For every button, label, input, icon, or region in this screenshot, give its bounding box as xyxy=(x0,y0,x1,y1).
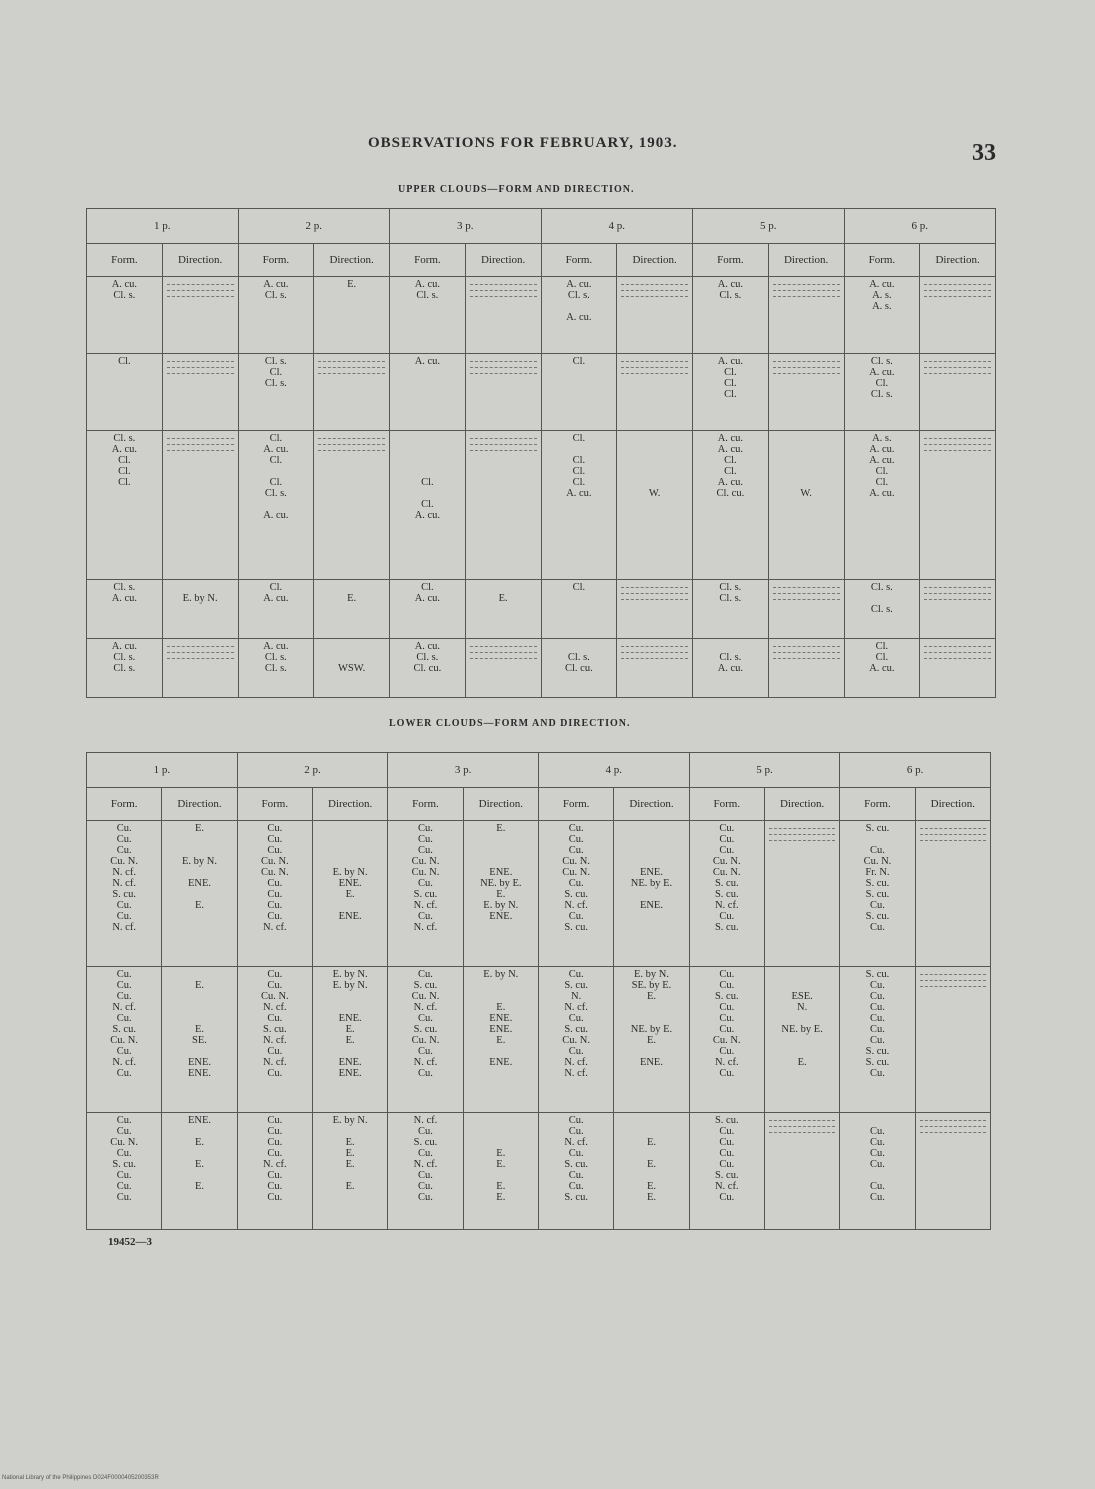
blank-rule xyxy=(621,646,688,647)
direction-cell: E. xyxy=(465,580,541,639)
direction-cell xyxy=(162,277,238,354)
form-cell: A. s. A. cu. A. cu. Cl. Cl. A. cu. xyxy=(844,430,920,579)
form-cell: Cl. s. Cl. s. xyxy=(844,580,920,639)
form-cell: Cl. s. A. cu. Cl. Cl. Cl. xyxy=(87,430,163,579)
direction-cell: ESE. N. NE. by E. E. xyxy=(764,966,839,1112)
blank-rule xyxy=(167,658,234,659)
direction-cell: E. by N. E. E. E. E. xyxy=(312,1112,387,1229)
blank-rule xyxy=(621,652,688,653)
direction-cell xyxy=(162,639,238,698)
blank-rule xyxy=(318,444,385,445)
blank-rule xyxy=(924,646,991,647)
form-cell: A. cu. Cl. s. Cl. s. xyxy=(238,639,314,698)
form-cell: Cu. Cu. Cu. Cu. N. N. cf. N. cf. S. cu. Cu. Cu. N. cf. xyxy=(87,821,162,967)
blank-rule xyxy=(924,373,991,374)
form-cell: Cl. s. Cl. cu. xyxy=(541,639,617,698)
form-column-header: Form. xyxy=(388,788,463,821)
direction-cell xyxy=(915,1112,990,1229)
hour-header: 4 p. xyxy=(538,753,689,788)
direction-cell xyxy=(314,353,390,430)
form-cell: Cl. s. A. cu. xyxy=(693,639,769,698)
blank-rule xyxy=(773,658,840,659)
blank-rule xyxy=(773,646,840,647)
hour-header: 2 p. xyxy=(238,209,390,244)
hour-header: 6 p. xyxy=(840,753,991,788)
direction-column-header: Direction. xyxy=(920,244,996,277)
direction-column-header: Direction. xyxy=(312,788,387,821)
form-cell: A. cu. xyxy=(390,353,466,430)
blank-rule xyxy=(924,367,991,368)
form-cell: Cl. A. cu. Cl. Cl. Cl. s. A. cu. xyxy=(238,430,314,579)
form-cell: Cu. Cu. Cu. Cu. N. Cu. N. Cu. S. cu. N. cf. Cu. N. cf. xyxy=(388,821,463,967)
blank-rule xyxy=(167,450,234,451)
blank-rule xyxy=(773,599,840,600)
direction-cell: ENE. E. E. E. xyxy=(162,1112,237,1229)
form-column-header: Form. xyxy=(237,788,312,821)
blank-rule xyxy=(924,593,991,594)
blank-rule xyxy=(318,438,385,439)
blank-rule xyxy=(924,599,991,600)
form-cell: Cl. xyxy=(541,580,617,639)
form-cell: Cl. s. A. cu. xyxy=(87,580,163,639)
blank-rule xyxy=(470,652,537,653)
blank-rule xyxy=(773,361,840,362)
blank-rule xyxy=(167,652,234,653)
hour-header: 1 p. xyxy=(87,753,238,788)
blank-rule xyxy=(470,290,537,291)
direction-cell xyxy=(465,430,541,579)
blank-rule xyxy=(773,284,840,285)
form-cell: A. cu. A. cu. Cl. Cl. A. cu. Cl. cu. xyxy=(693,430,769,579)
form-cell: S. cu. Cu. Cu. Cu. Cu. S. cu. N. cf. Cu. xyxy=(689,1112,764,1229)
blank-rule xyxy=(924,587,991,588)
direction-cell xyxy=(920,277,996,354)
blank-rule xyxy=(920,1126,986,1127)
blank-rule xyxy=(769,840,835,841)
direction-cell xyxy=(465,353,541,430)
direction-cell: WSW. xyxy=(314,639,390,698)
direction-column-header: Direction. xyxy=(465,244,541,277)
direction-cell: E. E. by N. ENE. E. xyxy=(162,821,237,967)
blank-rule xyxy=(773,587,840,588)
direction-cell xyxy=(920,639,996,698)
lower-clouds-title: LOWER CLOUDS—FORM AND DIRECTION. xyxy=(389,718,631,729)
direction-cell: E. E. SE. ENE. ENE. xyxy=(162,966,237,1112)
blank-rule xyxy=(621,290,688,291)
blank-rule xyxy=(621,658,688,659)
direction-cell: E. E. E. E. xyxy=(614,1112,689,1229)
blank-rule xyxy=(621,593,688,594)
direction-cell: E. by N. xyxy=(162,580,238,639)
form-cell: A. cu. Cl. s. Cl. cu. xyxy=(390,639,466,698)
blank-rule xyxy=(318,367,385,368)
form-column-header: Form. xyxy=(840,788,915,821)
form-cell: Cu. Cu. Cu. N. cf. Cu. S. cu. Cu. N. Cu. N. cf. Cu. xyxy=(87,966,162,1112)
direction-cell: W. xyxy=(617,430,693,579)
direction-cell xyxy=(764,821,839,967)
blank-rule xyxy=(470,361,537,362)
blank-rule xyxy=(924,361,991,362)
blank-rule xyxy=(470,646,537,647)
form-column-header: Form. xyxy=(844,244,920,277)
blank-rule xyxy=(773,652,840,653)
blank-rule xyxy=(470,373,537,374)
table-row xyxy=(87,821,991,967)
blank-rule xyxy=(920,1120,986,1121)
form-column-header: Form. xyxy=(238,244,314,277)
direction-column-header: Direction. xyxy=(162,788,237,821)
direction-cell xyxy=(915,966,990,1112)
table-row xyxy=(87,1112,991,1229)
form-cell: A. cu. Cl. s. Cl. s. xyxy=(87,639,163,698)
hour-header: 1 p. xyxy=(87,209,239,244)
blank-rule xyxy=(470,296,537,297)
blank-rule xyxy=(773,296,840,297)
table-row xyxy=(87,580,996,639)
upper-clouds-table xyxy=(86,208,996,698)
form-cell: Cu. Cu. Cu. Cu. N. Cu. N. Cu. Cu. Cu. Cu. N. cf. xyxy=(237,821,312,967)
form-column-header: Form. xyxy=(538,788,613,821)
blank-rule xyxy=(920,828,986,829)
direction-cell: ENE. NE. by E. ENE. xyxy=(614,821,689,967)
form-cell: Cu. S. cu. Cu. N. N. cf. Cu. S. cu. Cu. N. Cu. N. cf. Cu. xyxy=(388,966,463,1112)
blank-rule xyxy=(167,361,234,362)
form-column-header: Form. xyxy=(693,244,769,277)
blank-rule xyxy=(470,284,537,285)
form-cell: Cu. Cu. Cu. N. N. cf. Cu. S. cu. N. cf. Cu. N. cf. Cu. xyxy=(237,966,312,1112)
blank-rule xyxy=(167,438,234,439)
blank-rule xyxy=(769,1132,835,1133)
form-cell: A. cu. Cl. s. xyxy=(87,277,163,354)
upper-clouds-title: UPPER CLOUDS—FORM AND DIRECTION. xyxy=(398,184,635,195)
blank-rule xyxy=(773,367,840,368)
blank-rule xyxy=(167,296,234,297)
form-column-header: Form. xyxy=(390,244,466,277)
direction-cell xyxy=(465,277,541,354)
scan-attribution: National Library of the Philippines D024F0000405200353R xyxy=(2,1475,159,1481)
form-column-header: Form. xyxy=(87,788,162,821)
hour-header: 5 p. xyxy=(693,209,845,244)
direction-cell: E. xyxy=(314,580,390,639)
direction-cell xyxy=(768,580,844,639)
blank-rule xyxy=(924,652,991,653)
hour-header: 4 p. xyxy=(541,209,693,244)
form-cell: Cu. Cu. Cu. Cu. N. Cu. N. S. cu. S. cu. N. cf. Cu. S. cu. xyxy=(689,821,764,967)
form-cell: Cu. Cu. Cu. Cu. N. cf. Cu. Cu. Cu. xyxy=(237,1112,312,1229)
direction-column-header: Direction. xyxy=(617,244,693,277)
blank-rule xyxy=(924,658,991,659)
direction-cell: E. ENE. NE. by E. E. E. by N. ENE. xyxy=(463,821,538,967)
direction-cell xyxy=(768,639,844,698)
form-cell: Cu. Cu. N. cf. Cu. S. cu. Cu. Cu. S. cu. xyxy=(538,1112,613,1229)
blank-rule xyxy=(621,599,688,600)
direction-column-header: Direction. xyxy=(463,788,538,821)
table-row xyxy=(87,353,996,430)
direction-column-header: Direction. xyxy=(162,244,238,277)
blank-rule xyxy=(924,444,991,445)
direction-cell: E. E. E. E. xyxy=(463,1112,538,1229)
blank-rule xyxy=(621,367,688,368)
direction-cell xyxy=(920,353,996,430)
direction-cell: E. by N. SE. by E. E. NE. by E. E. ENE. xyxy=(614,966,689,1112)
blank-rule xyxy=(621,296,688,297)
blank-rule xyxy=(167,290,234,291)
blank-rule xyxy=(621,284,688,285)
form-cell: N. cf. Cu. S. cu. Cu. N. cf. Cu. Cu. Cu. xyxy=(388,1112,463,1229)
direction-cell: E. by N. ENE. E. ENE. xyxy=(312,821,387,967)
page-title: OBSERVATIONS FOR FEBRUARY, 1903. xyxy=(368,135,678,151)
table-row xyxy=(87,430,996,579)
direction-cell xyxy=(617,580,693,639)
form-column-header: Form. xyxy=(87,244,163,277)
form-cell: A. cu. Cl. Cl. Cl. xyxy=(693,353,769,430)
direction-column-header: Direction. xyxy=(614,788,689,821)
blank-rule xyxy=(470,450,537,451)
form-cell: Cl. Cl. A. cu. xyxy=(844,639,920,698)
blank-rule xyxy=(769,828,835,829)
direction-cell xyxy=(764,1112,839,1229)
blank-rule xyxy=(318,450,385,451)
blank-rule xyxy=(167,367,234,368)
direction-cell xyxy=(617,639,693,698)
hour-header: 2 p. xyxy=(237,753,388,788)
direction-cell xyxy=(314,430,390,579)
table-row xyxy=(87,639,996,698)
direction-cell xyxy=(920,430,996,579)
direction-cell xyxy=(915,821,990,967)
lower-clouds-table xyxy=(86,752,991,1230)
footer-signature-code: 19452—3 xyxy=(108,1236,152,1248)
blank-rule xyxy=(924,450,991,451)
form-cell: Cu. Cu. Cu. Cu. N. Cu. N. Cu. S. cu. N. cf. Cu. S. cu. xyxy=(538,821,613,967)
blank-rule xyxy=(773,290,840,291)
blank-rule xyxy=(167,444,234,445)
blank-rule xyxy=(470,658,537,659)
direction-cell xyxy=(920,580,996,639)
blank-rule xyxy=(470,438,537,439)
form-cell: Cl. s. Cl. Cl. s. xyxy=(238,353,314,430)
blank-rule xyxy=(924,296,991,297)
blank-rule xyxy=(920,840,986,841)
blank-rule xyxy=(920,834,986,835)
blank-rule xyxy=(769,1120,835,1121)
blank-rule xyxy=(920,980,986,981)
page-number: 33 xyxy=(972,140,996,166)
blank-rule xyxy=(470,444,537,445)
direction-cell xyxy=(768,277,844,354)
blank-rule xyxy=(920,1132,986,1133)
form-cell: Cl. xyxy=(541,353,617,430)
blank-rule xyxy=(920,986,986,987)
form-cell: Cl. Cl. A. cu. xyxy=(390,430,466,579)
hour-header: 3 p. xyxy=(388,753,539,788)
blank-rule xyxy=(167,646,234,647)
blank-rule xyxy=(769,1126,835,1127)
form-column-header: Form. xyxy=(689,788,764,821)
blank-rule xyxy=(773,593,840,594)
form-cell: S. cu. Cu. Cu. Cu. Cu. Cu. Cu. S. cu. S. cu. Cu. xyxy=(840,966,915,1112)
blank-rule xyxy=(167,373,234,374)
form-cell: Cl. A. cu. xyxy=(238,580,314,639)
form-cell: Cl. s. A. cu. Cl. Cl. s. xyxy=(844,353,920,430)
form-cell: Cu. Cu. Cu. N. Cu. S. cu. Cu. Cu. Cu. xyxy=(87,1112,162,1229)
blank-rule xyxy=(769,834,835,835)
blank-rule xyxy=(621,361,688,362)
direction-cell xyxy=(162,430,238,579)
blank-rule xyxy=(924,284,991,285)
blank-rule xyxy=(470,367,537,368)
form-cell: A. cu. A. s. A. s. xyxy=(844,277,920,354)
hour-header: 3 p. xyxy=(390,209,542,244)
direction-cell xyxy=(617,353,693,430)
direction-cell: E. by N. E. ENE. ENE. E. ENE. xyxy=(463,966,538,1112)
direction-column-header: Direction. xyxy=(314,244,390,277)
form-cell: Cu. Cu. Cu. Cu. Cu. Cu. xyxy=(840,1112,915,1229)
form-cell: A. cu. Cl. s. xyxy=(238,277,314,354)
blank-rule xyxy=(773,373,840,374)
form-cell: Cu. Cu. S. cu. Cu. Cu. Cu. Cu. N. Cu. N. cf. Cu. xyxy=(689,966,764,1112)
blank-rule xyxy=(924,290,991,291)
form-cell: A. cu. Cl. s. xyxy=(390,277,466,354)
direction-cell xyxy=(162,353,238,430)
form-cell: Cl. A. cu. xyxy=(390,580,466,639)
form-cell: A. cu. Cl. s. A. cu. xyxy=(541,277,617,354)
table-row xyxy=(87,277,996,354)
form-cell: Cl. Cl. Cl. Cl. A. cu. xyxy=(541,430,617,579)
form-cell: Cl. s. Cl. s. xyxy=(693,580,769,639)
table-row xyxy=(87,966,991,1112)
direction-column-header: Direction. xyxy=(768,244,844,277)
direction-column-header: Direction. xyxy=(915,788,990,821)
blank-rule xyxy=(621,587,688,588)
form-cell: Cl. xyxy=(87,353,163,430)
blank-rule xyxy=(621,373,688,374)
hour-header: 5 p. xyxy=(689,753,840,788)
blank-rule xyxy=(167,284,234,285)
direction-cell xyxy=(465,639,541,698)
direction-cell xyxy=(617,277,693,354)
direction-cell: E. xyxy=(314,277,390,354)
form-cell: Cu. S. cu. N. N. cf. Cu. S. cu. Cu. N. Cu. N. cf. N. cf. xyxy=(538,966,613,1112)
direction-cell: W. xyxy=(768,430,844,579)
blank-rule xyxy=(920,974,986,975)
hour-header: 6 p. xyxy=(844,209,996,244)
blank-rule xyxy=(318,361,385,362)
direction-cell xyxy=(768,353,844,430)
form-cell: A. cu. Cl. s. xyxy=(693,277,769,354)
form-cell: S. cu. Cu. Cu. N. Fr. N. S. cu. S. cu. Cu. S. cu. Cu. xyxy=(840,821,915,967)
form-column-header: Form. xyxy=(541,244,617,277)
blank-rule xyxy=(318,373,385,374)
direction-cell: E. by N. E. by N. ENE. E. E. ENE. ENE. xyxy=(312,966,387,1112)
direction-column-header: Direction. xyxy=(764,788,839,821)
blank-rule xyxy=(924,438,991,439)
